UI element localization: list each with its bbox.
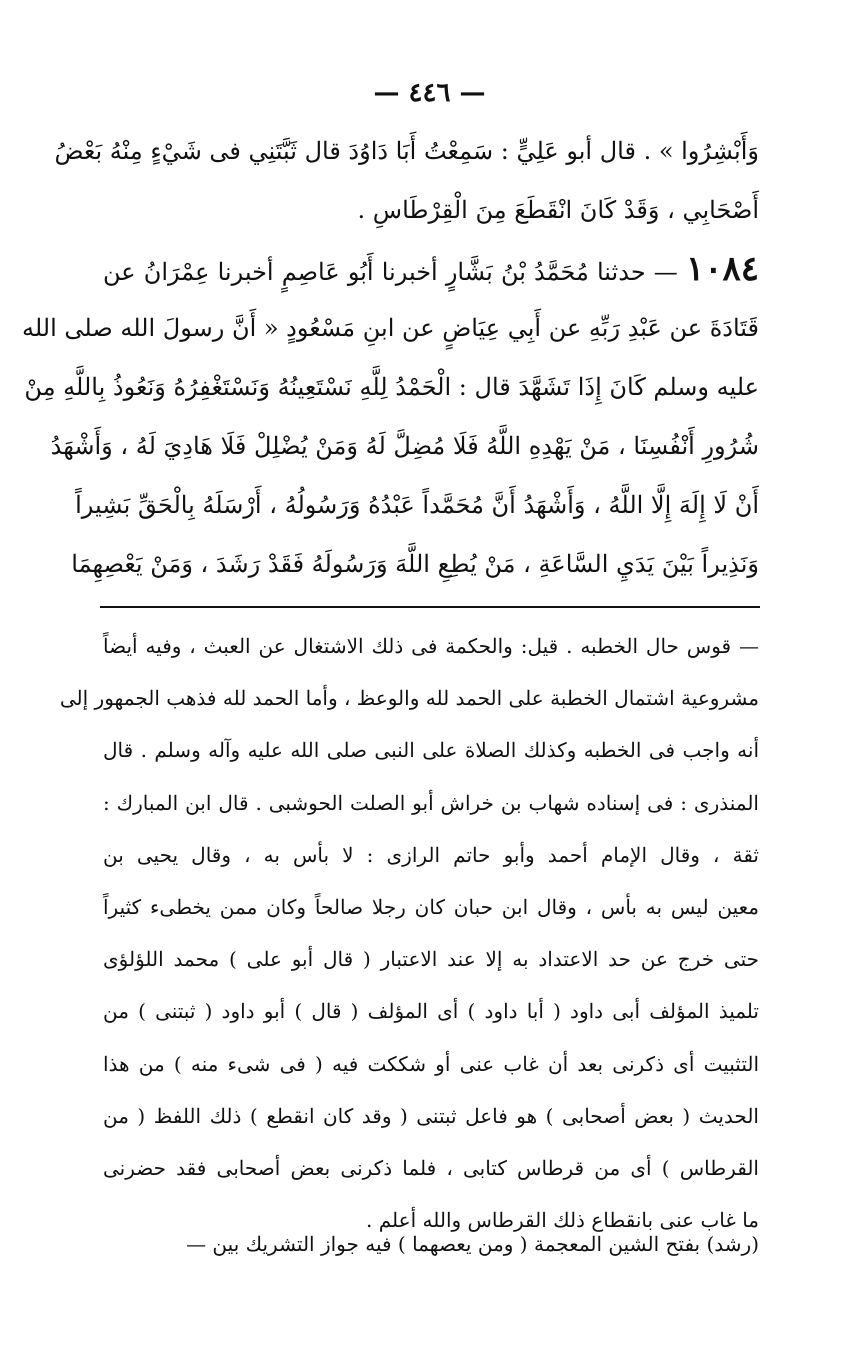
- section-divider: [100, 606, 760, 608]
- commentary-line: حتى خرج عن حد الاعتداد به إلا عند الاعتبار ( قال أبو على ) محمد اللؤلؤى: [103, 947, 759, 972]
- main-text-line: قَتَادَةَ عن عَبْدِ رَبِّهِ عن أَبِي عِيَاضٍ عن ابنِ مَسْعُودٍ « أَنَّ رسولَ الله صلى الله: [21, 314, 759, 342]
- commentary-text: [59, 620, 759, 1246]
- hadith-main-text: [21, 122, 759, 594]
- main-text-line: أَصْحَابِي ، وَقَدْ كَانَ انْقَطَعَ مِنَ الْقِرْطَاسِ .: [357, 196, 759, 224]
- page-number: — ٤٤٦ —: [373, 78, 486, 108]
- main-text-line: وَأَبْشِرُوا » . قال أبو عَلِيٍّ : سَمِعْتُ أَبَا دَاوُدَ قال ثَبَّتَنِي فى شَيْءٍ مِنْهُ بَعْضُ: [54, 137, 759, 165]
- main-text-line-content: — حدثنا مُحَمَّدُ بْنُ بَشَّارٍ أخبرنا أَبُو عَاصِمٍ أخبرنا عِمْرَانُ عن: [103, 258, 678, 286]
- main-text-line: وَنَذِيراً بَيْنَ يَدَيِ السَّاعَةِ ، مَنْ يُطِعِ اللَّهَ وَرَسُولَهُ فَقَدْ رَشَدَ ، وَمَنْ يَعْصِهِمَا: [71, 550, 759, 578]
- main-text-line: عليه وسلم كَانَ إِذَا تَشَهَّدَ قال : الْحَمْدُ لِلَّهِ نَسْتَعِينُهُ وَنَسْتَغْفِرُهُ وَنَعُوذُ بِاللَّهِ مِنْ: [24, 373, 759, 401]
- commentary-line: التثبيت أى ذكرنى بعد أن غاب عنى أو شككت فيه ( فى شىء منه ) من هذا: [103, 1051, 759, 1076]
- commentary-line: ما غاب عنى بانقطاع ذلك القرطاس والله أعلم .: [366, 1208, 759, 1233]
- main-text-line: أَنْ لَا إِلَهَ إِلَّا اللَّهُ ، وَأَشْهَدُ أَنَّ مُحَمَّداً عَبْدُهُ وَرَسُولُهُ ، أَرْسَلَهُ بِالْحَقِّ بَشِيراً: [75, 491, 759, 519]
- hadith-number: ١٠٨٤: [685, 249, 759, 289]
- footnote-text: (رشد) بفتح الشين المعجمة ( ومن يعصهما ) فيه جواز التشريك بين —: [186, 1232, 759, 1256]
- commentary-line: الحديث ( بعض أصحابى ) هو فاعل ثبتنى ( وقد كان انقطع ) ذلك اللفظ ( من: [103, 1103, 759, 1128]
- main-text-line-with-number: [103, 240, 759, 299]
- commentary-line: — قوس حال الخطبه . قيل: والحكمة فى ذلك الاشتغال عن العبث ، وفيه أيضاً: [103, 634, 759, 658]
- commentary-line: أنه واجب فى الخطبه وكذلك الصلاة على النبى صلى الله عليه وآله وسلم . قال: [103, 738, 759, 763]
- commentary-line: ثقة ، وقال الإمام أحمد وأبو حاتم الرازى : لا بأس به ، وقال يحيى بن: [103, 842, 759, 867]
- commentary-line: القرطاس ) أى من قرطاس كتابى ، فلما ذكرنى بعض أصحابى فقد حضرنى: [103, 1155, 759, 1180]
- commentary-line: معين ليس به بأس ، وقال ابن حبان كان رجلا صالحاً وكان ممن يخطىء كثيراً: [103, 894, 759, 919]
- commentary-line: تلميذ المؤلف أبى داود ( أبا داود ) أى المؤلف ( قال ) أبو داود ( ثبتنى ) من: [103, 999, 759, 1024]
- main-text-line: شُرُورِ أَنْفُسِنَا ، مَنْ يَهْدِهِ اللَّهُ فَلَا مُضِلَّ لَهُ وَمَنْ يُضْلِلْ فَلَا هَادِيَ لَهُ ، وَأَشْهَدُ: [50, 432, 759, 460]
- commentary-line: المنذرى : فى إسناده شهاب بن خراش أبو الصلت الحوشبى . قال ابن المبارك :: [103, 790, 759, 815]
- commentary-line: مشروعية اشتمال الخطبة على الحمد لله والوعظ ، وأما الحمد لله فذهب الجمهور إلى: [59, 686, 759, 711]
